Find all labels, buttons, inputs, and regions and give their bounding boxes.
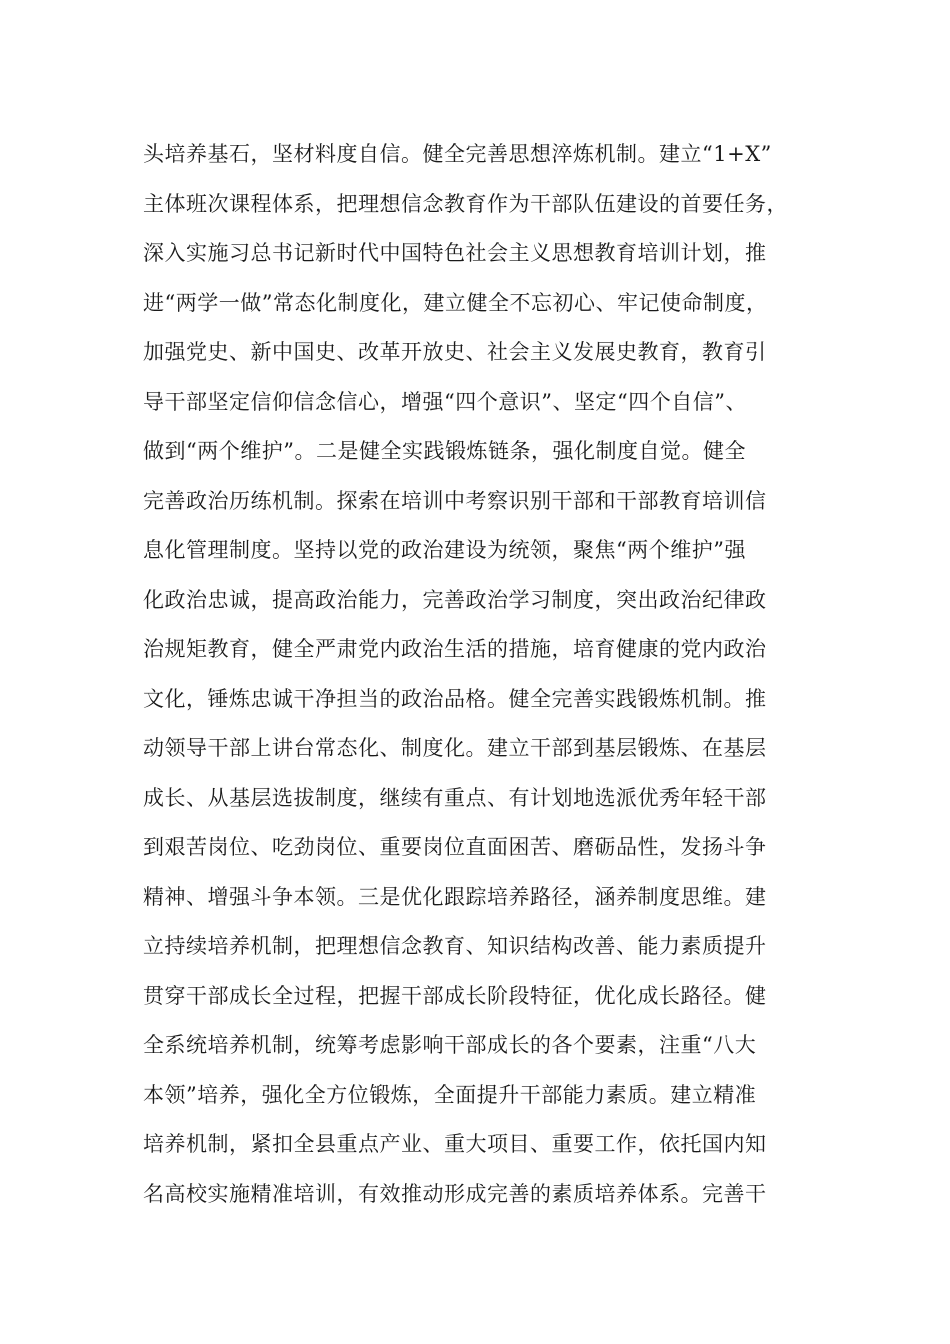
text-line: 做到“两个维护”。二是健全实践锻炼链条，强化制度自觉。健全 xyxy=(143,439,746,463)
text-line: 完善政治历练机制。探索在培训中考察识别干部和干部教育培训信 xyxy=(143,488,767,513)
text-line: 加强党史、新中国史、改革开放史、社会主义发展史教育，教育引 xyxy=(143,340,767,364)
text-line: 文化，锤炼忠诚干净担当的政治品格。健全完善实践锻炼机制。推 xyxy=(143,686,767,711)
text-line: 深入实施习总书记新时代中国特色社会主义思想教育培训计划，推 xyxy=(143,241,767,265)
text-line: 贯穿干部成长全过程，把握干部成长阶段特征，优化成长路径。健 xyxy=(143,983,767,1008)
text-line: 治规矩教育，健全严肃党内政治生活的措施，培育健康的党内政治 xyxy=(143,637,767,661)
text-line: 进“两学一做”常态化制度化，建立健全不忘初心、牢记使命制度， xyxy=(143,290,768,315)
text-line: 本领”培养，强化全方位锻炼，全面提升干部能力素质。建立精准 xyxy=(143,1082,757,1107)
text-line: 名高校实施精准培训，有效推动形成完善的素质培养体系。完善干 xyxy=(143,1181,767,1206)
text-line: 头培养基石，坚材料度自信。健全完善思想淬炼机制。建立“1+X” xyxy=(143,142,772,166)
text-line: 全系统培养机制，统筹考虑影响干部成长的各个要素，注重“八大 xyxy=(143,1033,757,1057)
text-line: 立持续培养机制，把理想信念教育、知识结构改善、能力素质提升 xyxy=(143,934,767,958)
text-line: 到艰苦岗位、吃劲岗位、重要岗位直面困苦、磨砺品性，发扬斗争 xyxy=(143,835,767,859)
text-line: 主体班次课程体系，把理想信念教育作为干部队伍建设的首要任务， xyxy=(143,191,788,216)
body-text xyxy=(143,130,833,1219)
text-line: 成长、从基层选拔制度，继续有重点、有计划地选派优秀年轻干部 xyxy=(143,785,767,810)
text-line: 化政治忠诚，提高政治能力，完善政治学习制度，突出政治纪律政 xyxy=(143,587,767,612)
text-line: 培养机制，紧扣全县重点产业、重大项目、重要工作，依托国内知 xyxy=(143,1132,767,1156)
text-line: 动领导干部上讲台常态化、制度化。建立干部到基层锻炼、在基层 xyxy=(143,736,767,760)
text-line: 精神、增强斗争本领。三是优化跟踪培养路径，涵养制度思维。建 xyxy=(143,884,767,909)
text-line: 导干部坚定信仰信念信心，增强“四个意识”、坚定“四个自信”、 xyxy=(143,389,747,414)
text-line: 息化管理制度。坚持以党的政治建设为统领，聚焦“两个维护”强 xyxy=(143,538,746,562)
